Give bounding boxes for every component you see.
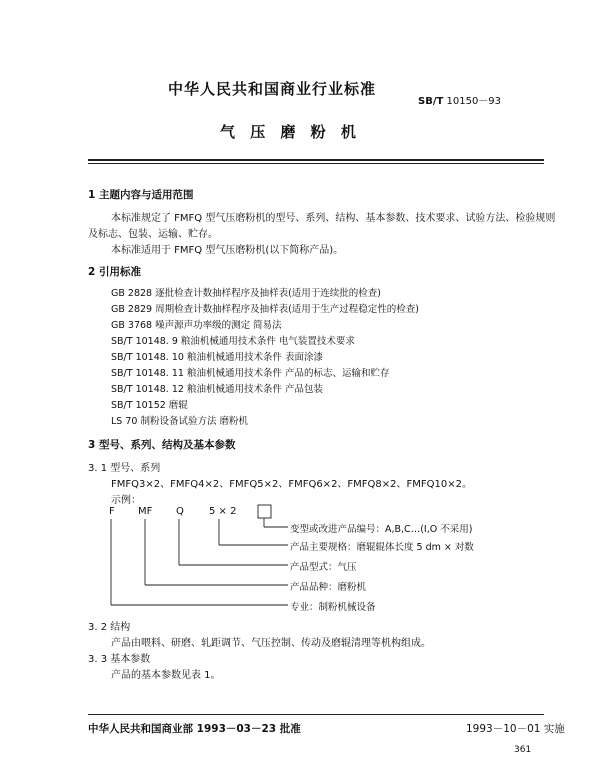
variant-code-box [258, 505, 271, 518]
model-label-type: 产品型式：气压 [290, 562, 357, 573]
section-1-para-2: 本标准适用于 FMFQ 型气压磨粉机(以下简称产品)。 [111, 245, 344, 256]
subsection-3-3-heading: 3. 3 基本参数 [88, 654, 151, 665]
model-code-spec: 5 × 2 [209, 506, 237, 517]
reference-item: SB/T 10148. 12 粮油机械通用技术条件 产品包装 [111, 384, 323, 395]
subsection-3-2-heading: 3. 2 结构 [88, 622, 131, 633]
model-label-spec: 产品主要规格：磨辊辊体长度 5 dm × 对数 [290, 542, 474, 553]
section-1-para-1-line-1: 本标准规定了 FMFQ 型气压磨粉机的型号、系列、结构、基本参数、技术要求、试验方法、检验规则 [111, 213, 556, 224]
model-label-variety: 产品品种：磨粉机 [290, 582, 367, 593]
model-label-variant: 变型或改进产品编号：A,B,C…(I,O 不采用) [290, 524, 473, 535]
standard-code: 10150－93 [446, 96, 502, 107]
subsection-3-1-heading: 3. 1 型号、系列 [88, 463, 161, 474]
approval-line: 中华人民共和国商业部 1993－03－23 批准 [88, 723, 301, 735]
issuing-standard-title: 中华人民共和国商业行业标准 [168, 80, 377, 98]
reference-item: SB/T 10148. 10 粮油机械通用技术条件 表面涂漆 [111, 352, 323, 363]
basic-params-text: 产品的基本参数见表 1。 [111, 670, 221, 681]
reference-item: SB/T 10152 磨辊 [111, 400, 188, 411]
section-1-heading: 1 主题内容与适用范围 [88, 189, 194, 201]
example-label: 示例： [111, 495, 141, 506]
section-2-heading: 2 引用标准 [88, 266, 141, 278]
model-code-mf: MF [138, 506, 153, 517]
reference-item: GB 3768 噪声源声功率级的测定 简易法 [111, 320, 282, 331]
footer-rule [88, 714, 544, 715]
document-title: 气 压 磨 粉 机 [220, 123, 361, 141]
model-series-list: FMFQ3×2、FMFQ4×2、FMFQ5×2、FMFQ6×2、FMFQ8×2、FMFQ10×2。 [111, 479, 473, 490]
model-code-f: F [109, 506, 115, 517]
reference-item: SB/T 10148. 11 粮油机械通用技术条件 产品的标志、运输和贮存 [111, 368, 390, 379]
standard-prefix: SB/T [418, 96, 444, 107]
section-3-heading: 3 型号、系列、结构及基本参数 [88, 439, 236, 451]
model-code-q: Q [176, 506, 184, 517]
reference-item: SB/T 10148. 9 粮油机械通用技术条件 电气装置技术要求 [111, 336, 355, 347]
model-label-discipline: 专业：制粉机械设备 [290, 602, 376, 613]
structure-text: 产品由喂料、研磨、轧距调节、气压控制、传动及磨辊清理等机构组成。 [111, 638, 431, 649]
section-1-para-1-line-2: 及标志、包装、运输、贮存。 [88, 229, 218, 240]
reference-item: GB 2829 周期检查计数抽样程序及抽样表(适用于生产过程稳定性的检查) [111, 304, 420, 315]
reference-item: GB 2828 逐批检查计数抽样程序及抽样表(适用于连续批的检查) [111, 288, 382, 299]
reference-item: LS 70 制粉设备试验方法 磨粉机 [111, 416, 248, 427]
effective-date: 1993－10－01 实施 [466, 723, 565, 735]
page-number: 361 [514, 745, 532, 755]
